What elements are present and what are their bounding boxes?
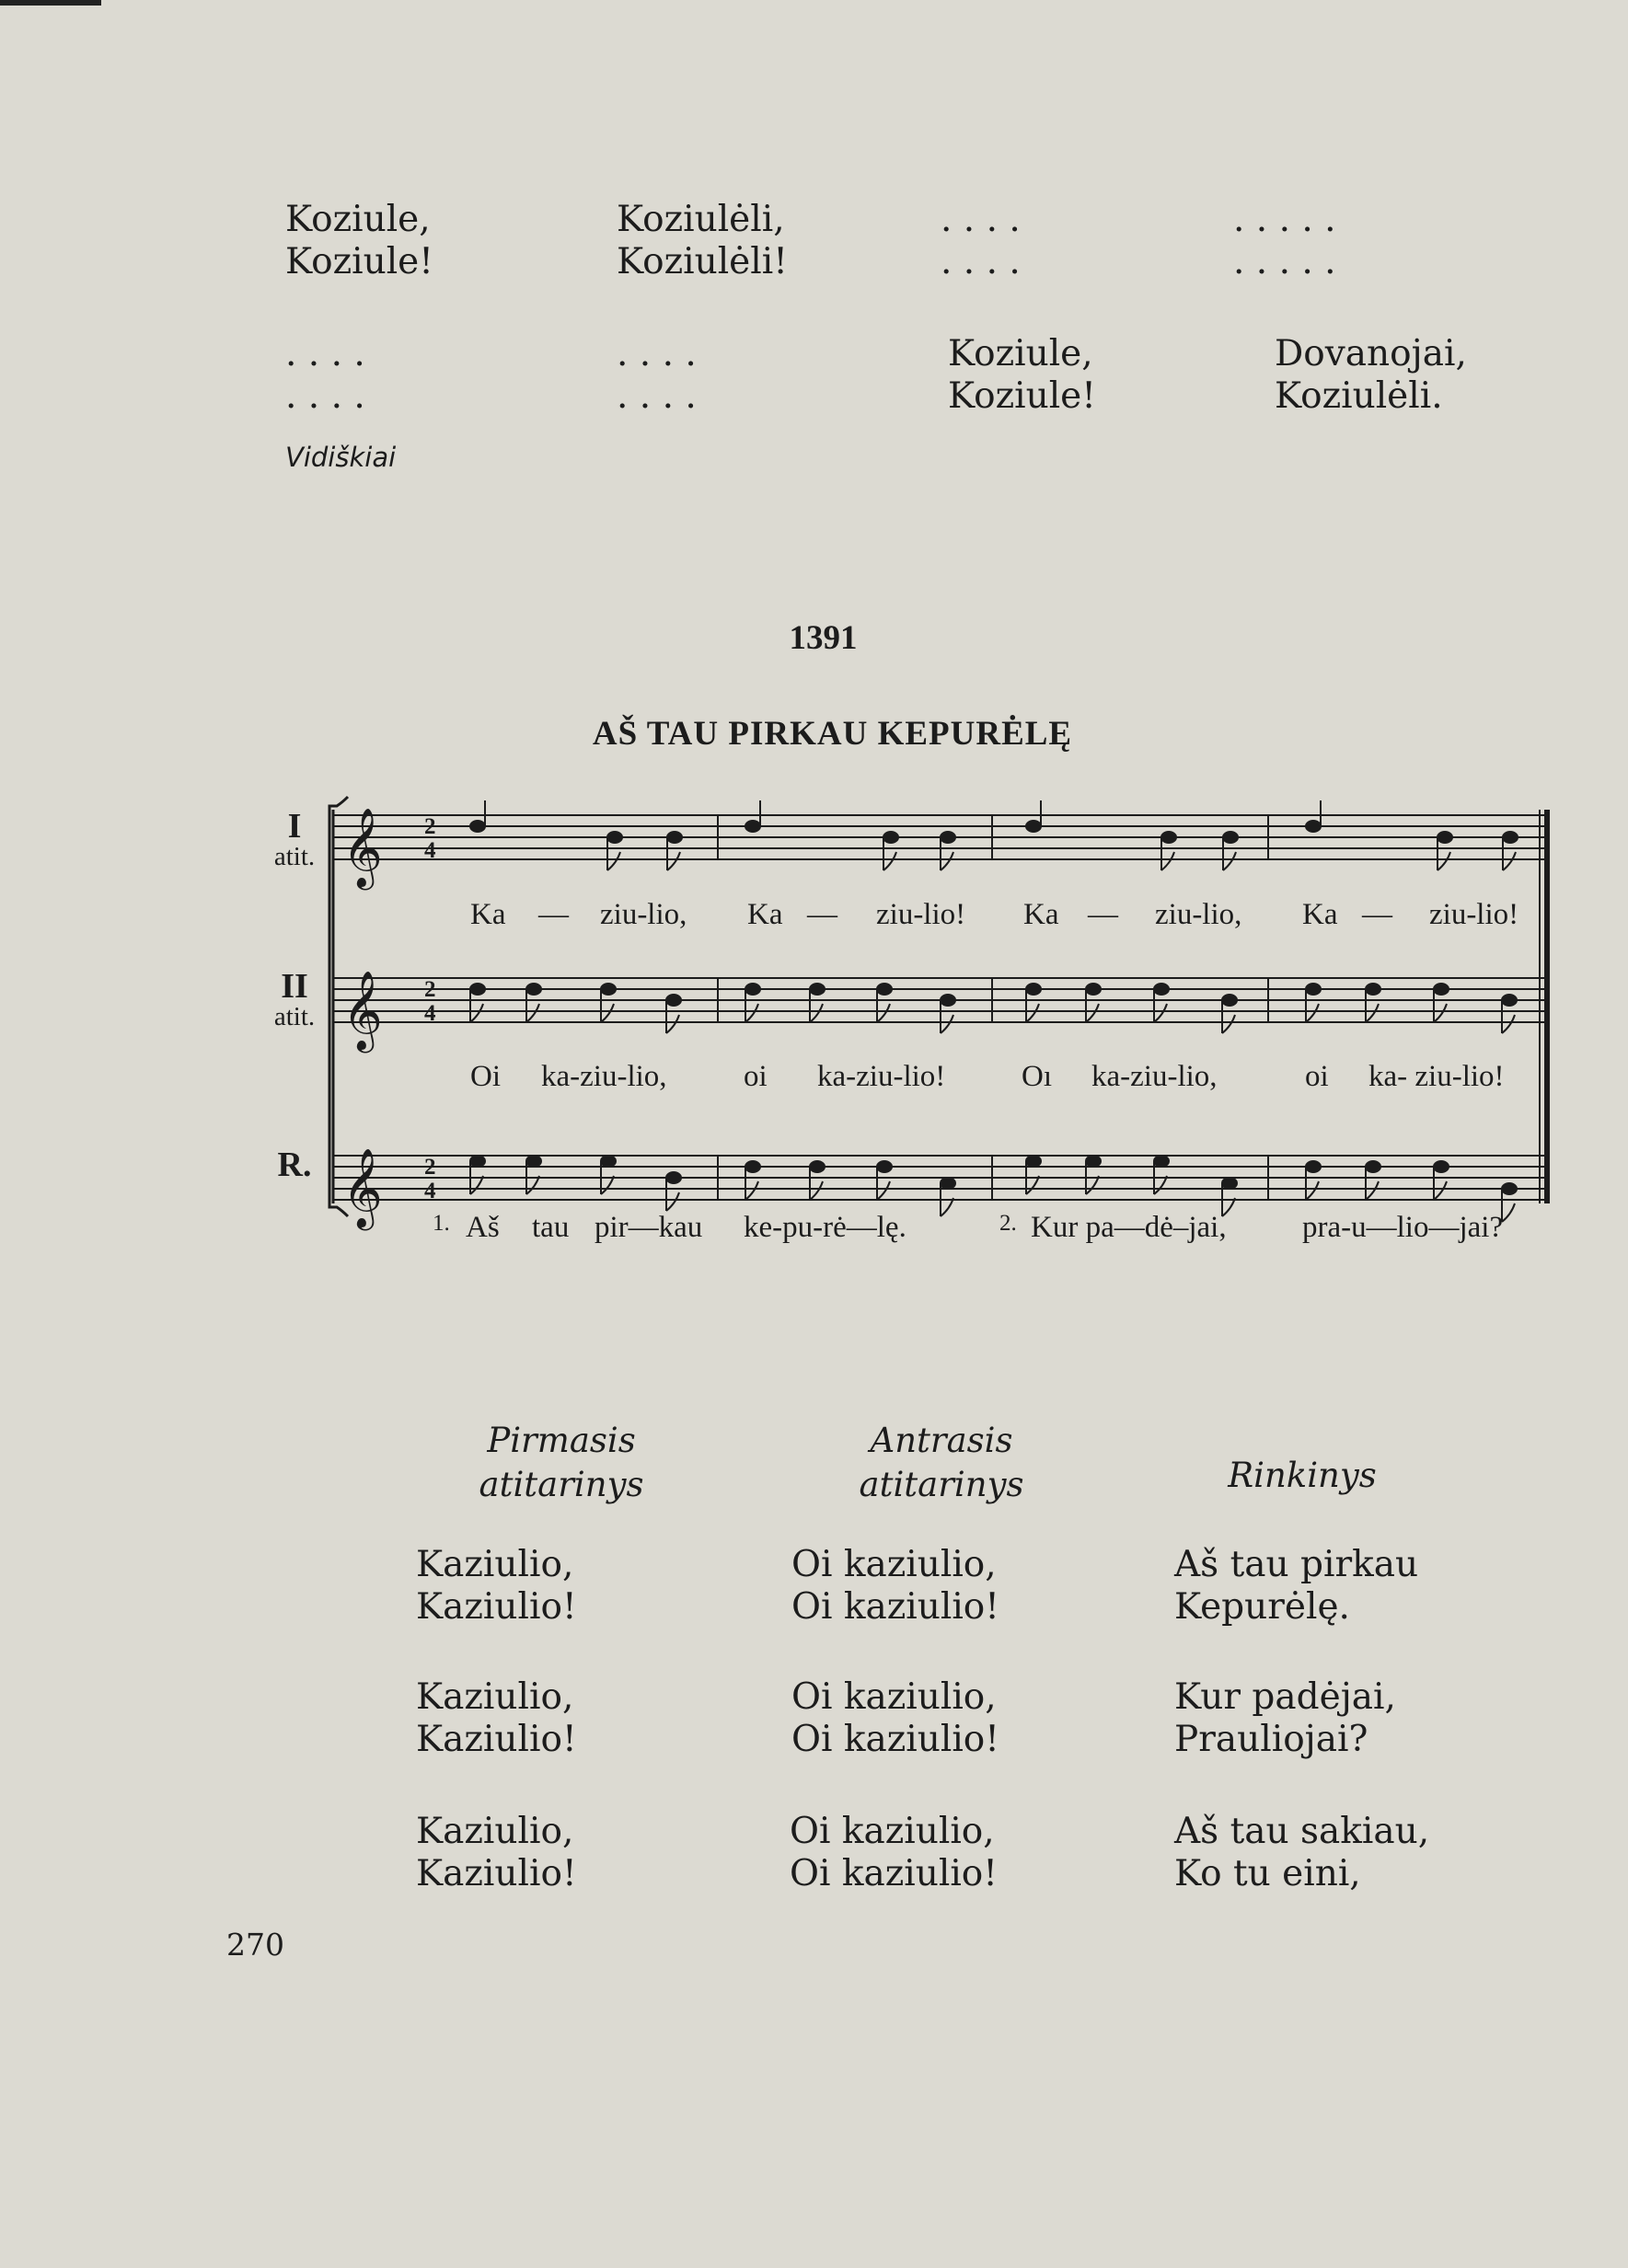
song-number: 1391 bbox=[789, 619, 858, 657]
time-signature-top: 2 bbox=[424, 977, 436, 1002]
verse-line: Koziulėli. bbox=[1275, 375, 1443, 417]
top2-col-2 bbox=[617, 333, 697, 418]
staff-label-main: II bbox=[281, 967, 308, 1006]
time-signature-top: 2 bbox=[424, 814, 436, 839]
verse-line: Koziule! bbox=[285, 241, 433, 282]
header-line: Rinkinys bbox=[1228, 1456, 1377, 1495]
lyric-syllable: pra-u—lio—jai? bbox=[1302, 1211, 1504, 1244]
header-line: atitarinys bbox=[479, 1465, 644, 1504]
verse-dots: . . . . . bbox=[1233, 199, 1336, 240]
verse-line: Prauliojai? bbox=[1174, 1719, 1368, 1760]
staff-label-sub: atit. bbox=[273, 1002, 316, 1031]
lyric-syllable: tau bbox=[532, 1211, 570, 1244]
lyric-syllable: Oı bbox=[1022, 1060, 1052, 1093]
staff-label-main: R. bbox=[277, 1146, 312, 1184]
verse-line: Koziule! bbox=[948, 375, 1096, 417]
verse-line: Oi kaziulio, bbox=[791, 1544, 997, 1585]
notes-staff-2 bbox=[470, 984, 1517, 1033]
first-stanza-1 bbox=[416, 1544, 577, 1629]
lyric-syllable: ka-ziu-lio, bbox=[1091, 1060, 1218, 1093]
time-signature-bottom: 4 bbox=[424, 1179, 436, 1203]
header-line: Antrasis bbox=[870, 1421, 1013, 1460]
verse-line: Aš tau pirkau bbox=[1174, 1544, 1419, 1585]
lyric-dash: — bbox=[538, 898, 569, 931]
staff-label-2 bbox=[258, 967, 331, 1031]
lyric-dash: — bbox=[807, 898, 837, 931]
verse-line: Aš tau sakiau, bbox=[1174, 1811, 1430, 1852]
lyric-syllable: Oi bbox=[470, 1060, 501, 1093]
third-stanza-2 bbox=[1174, 1676, 1396, 1761]
verse-line: Kaziulio! bbox=[416, 1586, 577, 1628]
verse-line: Ko tu eini, bbox=[1174, 1853, 1361, 1894]
lyric-syllable: oi bbox=[1305, 1060, 1329, 1093]
region-label: Vidiškiai bbox=[285, 442, 397, 473]
lyric-syllable: ka-ziu-lio! bbox=[817, 1060, 946, 1093]
time-signature-bottom: 4 bbox=[424, 1001, 436, 1026]
verse-dots: . . . . bbox=[941, 199, 1021, 240]
lyric-syllable: ka- ziu-lio! bbox=[1368, 1060, 1505, 1093]
verse-dots: . . . . bbox=[285, 375, 365, 417]
header-line: atitarinys bbox=[859, 1465, 1024, 1504]
verse-line: Koziule, bbox=[285, 199, 431, 240]
lyric-syllable: pir—kau bbox=[595, 1211, 703, 1244]
song-title: AŠ TAU PIRKAU KEPURĖLĘ bbox=[592, 715, 1073, 753]
lyric-syllable: Ka bbox=[747, 898, 783, 931]
top-col-3 bbox=[941, 199, 1021, 283]
verse-line: Kepurėlę. bbox=[1174, 1586, 1350, 1628]
time-signature-top: 2 bbox=[424, 1155, 436, 1180]
verse-dots: . . . . bbox=[617, 333, 697, 374]
lyric-syllable: Kur pa—dė–jai, bbox=[1031, 1211, 1227, 1244]
treble-clef-icon: 𝄞 bbox=[342, 1148, 383, 1227]
lyric-syllable: Ka bbox=[1302, 898, 1338, 931]
verse-line: Koziule, bbox=[948, 333, 1093, 374]
lyric-syllable: ziu-lio! bbox=[876, 898, 966, 931]
verse-line: Dovanojai, bbox=[1275, 333, 1467, 374]
staff-label-3 bbox=[258, 1146, 331, 1184]
verse-line: Oi kaziulio, bbox=[791, 1676, 997, 1718]
verse-line: Oi kaziulio! bbox=[791, 1719, 999, 1760]
staff-label-1 bbox=[258, 807, 331, 871]
verse-line: Oi kaziulio, bbox=[790, 1811, 995, 1852]
lyric-syllable: ka-ziu-lio, bbox=[541, 1060, 667, 1093]
lyric-syllable: oi bbox=[744, 1060, 768, 1093]
header-line: Pirmasis bbox=[487, 1421, 636, 1460]
verse-line: Kaziulio! bbox=[416, 1853, 577, 1894]
treble-clef-icon: 𝄞 bbox=[342, 971, 383, 1050]
second-stanza-2 bbox=[791, 1676, 999, 1761]
final-barline bbox=[1540, 810, 1547, 1203]
verse-line: Oi kaziulio! bbox=[790, 1853, 998, 1894]
top-col-2 bbox=[617, 199, 788, 283]
verse-line: Kaziulio, bbox=[416, 1676, 574, 1718]
page-number: 270 bbox=[226, 1927, 284, 1963]
header-second bbox=[808, 1419, 1075, 1507]
barlines bbox=[718, 815, 1268, 1200]
verse-line: Kur padėjai, bbox=[1174, 1676, 1396, 1718]
staff-label-main: I bbox=[287, 807, 302, 846]
lyric-syllable: ziu-lio, bbox=[600, 898, 687, 931]
verse-dots: . . . . bbox=[617, 375, 697, 417]
first-stanza-2 bbox=[416, 1676, 577, 1761]
music-score bbox=[0, 773, 1628, 1251]
verse-line: Kaziulio, bbox=[416, 1811, 574, 1852]
verse-dots: . . . . . bbox=[1233, 241, 1336, 282]
staff-label-sub: atit. bbox=[273, 842, 316, 871]
third-stanza-1 bbox=[1174, 1544, 1418, 1629]
verse-dots: . . . . bbox=[941, 241, 1021, 282]
verse-line: Koziulėli! bbox=[617, 241, 788, 282]
header-third bbox=[1169, 1454, 1436, 1498]
top2-col-3 bbox=[948, 333, 1096, 418]
lyric-syllable: Ka bbox=[470, 898, 506, 931]
verse-line: Koziulėli, bbox=[617, 199, 785, 240]
lyric-syllable: Aš bbox=[466, 1211, 500, 1244]
scan-edge-mark bbox=[0, 0, 101, 6]
treble-clef-icon: 𝄞 bbox=[342, 808, 383, 887]
verse-number: 1. bbox=[433, 1211, 450, 1236]
first-stanza-3 bbox=[416, 1811, 577, 1895]
second-stanza-1 bbox=[791, 1544, 999, 1629]
top-col-4 bbox=[1233, 199, 1336, 283]
verse-line: Kaziulio! bbox=[416, 1719, 577, 1760]
second-stanza-3 bbox=[790, 1811, 998, 1895]
lyric-syllable: ke-pu-rė—lę. bbox=[744, 1211, 906, 1244]
header-first bbox=[428, 1419, 695, 1507]
top2-col-4 bbox=[1275, 333, 1467, 418]
lyric-dash: — bbox=[1362, 898, 1392, 931]
top-col-1 bbox=[285, 199, 433, 283]
verse-number: 2. bbox=[999, 1211, 1017, 1236]
lyric-syllable: ziu-lio, bbox=[1155, 898, 1242, 931]
lyric-syllable: ziu-lio! bbox=[1429, 898, 1519, 931]
verse-line: Oi kaziulio! bbox=[791, 1586, 999, 1628]
verse-line: Kaziulio, bbox=[416, 1544, 574, 1585]
verse-dots: . . . . bbox=[285, 333, 365, 374]
lyric-syllable: Ka bbox=[1023, 898, 1059, 931]
time-signature-bottom: 4 bbox=[424, 838, 436, 863]
third-stanza-3 bbox=[1174, 1811, 1429, 1895]
top2-col-1 bbox=[285, 333, 365, 418]
lyric-dash: — bbox=[1088, 898, 1118, 931]
